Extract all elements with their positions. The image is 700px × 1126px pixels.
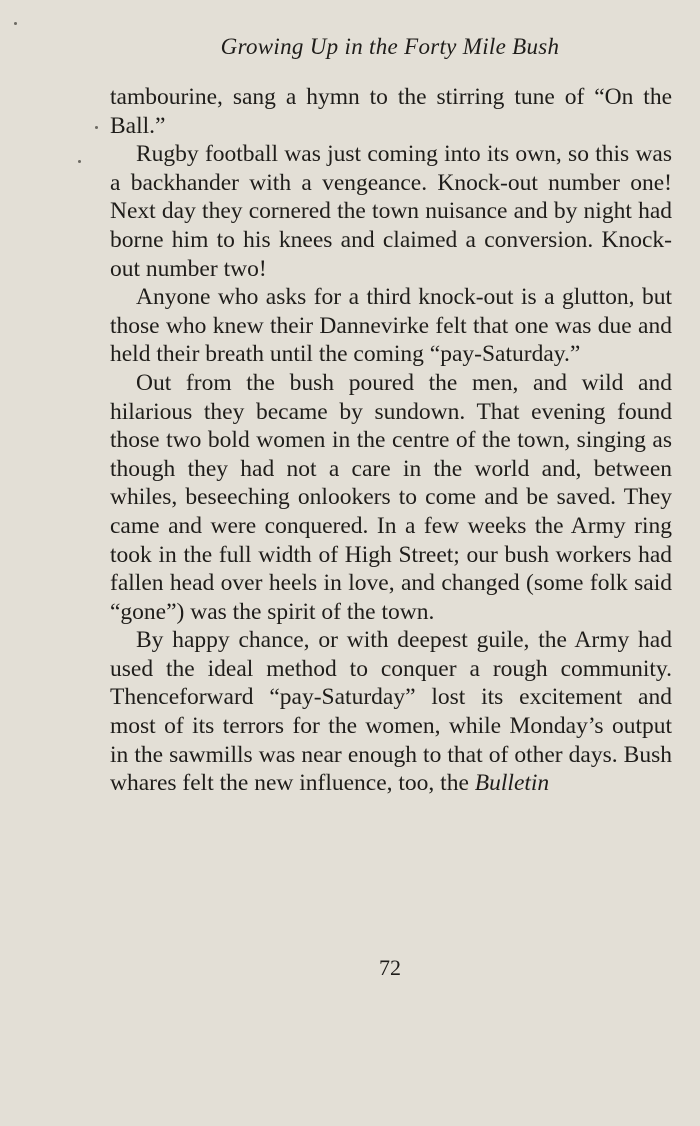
italic-bulletin: Bulletin xyxy=(474,770,550,797)
body-text xyxy=(110,83,672,798)
paper-speck xyxy=(14,22,17,25)
paragraph-bush-men: Out from the bush poured the men, and wild and hilarious they became by sundown. That evening found those two bold women in the centre of the town, singing as though they had not a care in the world and, between whiles, beseeching onlookers to come and be saved. They came and were conquered. In a few weeks the Army ring took in the full width of High Street; our bush workers had fallen head over heels in love, and changed (some folk said “gone”) was the spirit of the town. xyxy=(110,369,672,625)
paragraph-happy-chance xyxy=(110,626,672,798)
running-head: Growing Up in the Forty Mile Bush xyxy=(220,34,560,59)
paragraph-happy-chance-text: By happy chance, or with deepest guile, the Army had used the ideal method to conquer a rough community. Thenceforward “pay-Saturday” lost its excitement and most of its terrors for the women, while Monday’s output in the sawmills was near enough to that of other days. Bush whares felt the new influence, too, the xyxy=(110,627,672,797)
page-number: 72 xyxy=(379,955,401,980)
paragraph-third-knockout: Anyone who asks for a third knock-out is a glutton, but those who knew their Dannevirke felt that one was due and held their breath until the coming “pay-Saturday.” xyxy=(110,284,672,368)
paragraph-continued: tambourine, sang a hymn to the stirring tune of “On the Ball.” xyxy=(110,84,672,139)
paper-speck xyxy=(78,160,81,163)
paper-speck xyxy=(95,126,98,129)
paragraph-rugby: Rugby football was just coming into its own, so this was a backhander with a vengeance. Knock-out number one! Next day they cornered the town nuisance and by night had borne him to his knees and claimed a conversion. Knock-out number two! xyxy=(110,141,672,282)
